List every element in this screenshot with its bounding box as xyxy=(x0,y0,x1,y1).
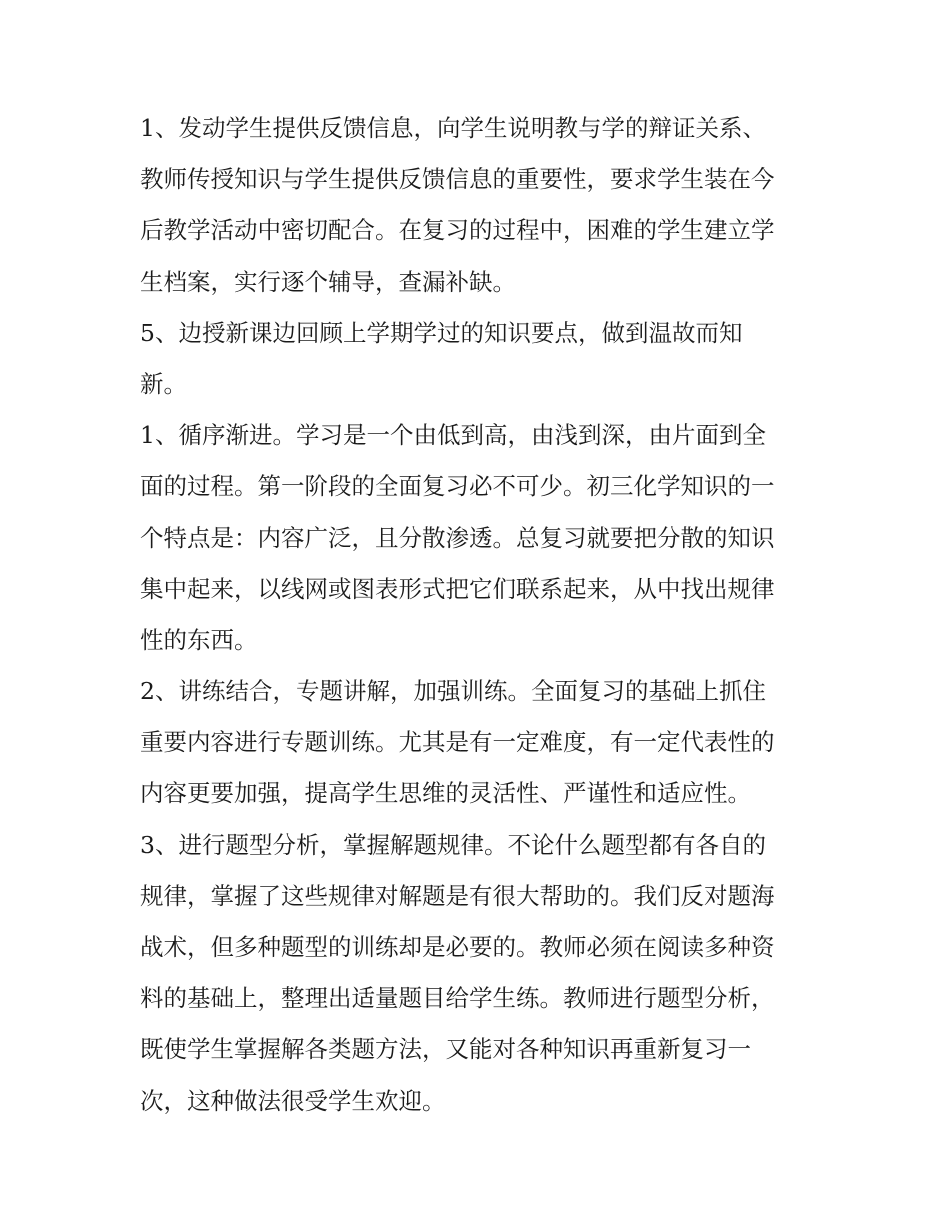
text-line: 1、循序渐进。学习是一个由低到高，由浅到深，由片面到全 xyxy=(140,421,766,450)
text-line: 重要内容进行专题训练。尤其是有一定难度，有一定代表性的 xyxy=(140,728,775,757)
text-line: 规律，掌握了这些规律对解题是有很大帮助的。我们反对题海 xyxy=(140,881,775,910)
text-line: 生档案，实行逐个辅导，查漏补缺。 xyxy=(140,267,516,296)
paragraph-practice-combined xyxy=(140,666,820,820)
paragraph-review-while-teaching xyxy=(140,308,820,410)
text-line: 教师传授知识与学生提供反馈信息的重要性，要求学生装在今 xyxy=(140,165,775,194)
text-line: 1、发动学生提供反馈信息，向学生说明教与学的辩证关系、 xyxy=(140,114,766,142)
text-line: 料的基础上，整理出适量题目给学生练。教师进行题型分析， xyxy=(140,984,775,1013)
text-line: 5、边授新课边回顾上学期学过的知识要点，做到温故而知 xyxy=(140,318,743,347)
paragraph-question-types xyxy=(140,820,820,1127)
text-line: 战术，但多种题型的训练却是必要的。教师必须在阅读多种资 xyxy=(140,933,775,961)
document-body xyxy=(140,103,820,1127)
text-line: 内容更要加强，提高学生思维的灵活性、严谨性和适应性。 xyxy=(140,779,751,808)
text-line: 新。 xyxy=(140,369,187,398)
paragraph-gradual-progress xyxy=(140,410,820,666)
text-line: 后教学活动中密切配合。在复习的过程中，困难的学生建立学 xyxy=(140,216,775,245)
text-line: 3、进行题型分析，掌握解题规律。不论什么题型都有各自的 xyxy=(140,830,766,859)
paragraph-feedback xyxy=(140,103,820,308)
text-line: 既使学生掌握解各类题方法，又能对各种知识再重新复习一 xyxy=(140,1035,751,1064)
text-line: 次，这种做法很受学生欢迎。 xyxy=(140,1086,446,1115)
text-line: 个特点是：内容广泛，且分散渗透。总复习就要把分散的知识 xyxy=(140,523,775,552)
text-line: 2、讲练结合，专题讲解，加强训练。全面复习的基础上抓住 xyxy=(140,677,766,706)
text-line: 性的东西。 xyxy=(140,625,258,654)
text-line: 集中起来，以线网或图表形式把它们联系起来，从中找出规律 xyxy=(140,574,775,603)
text-line: 面的过程。第一阶段的全面复习必不可少。初三化学知识的一 xyxy=(140,472,775,501)
